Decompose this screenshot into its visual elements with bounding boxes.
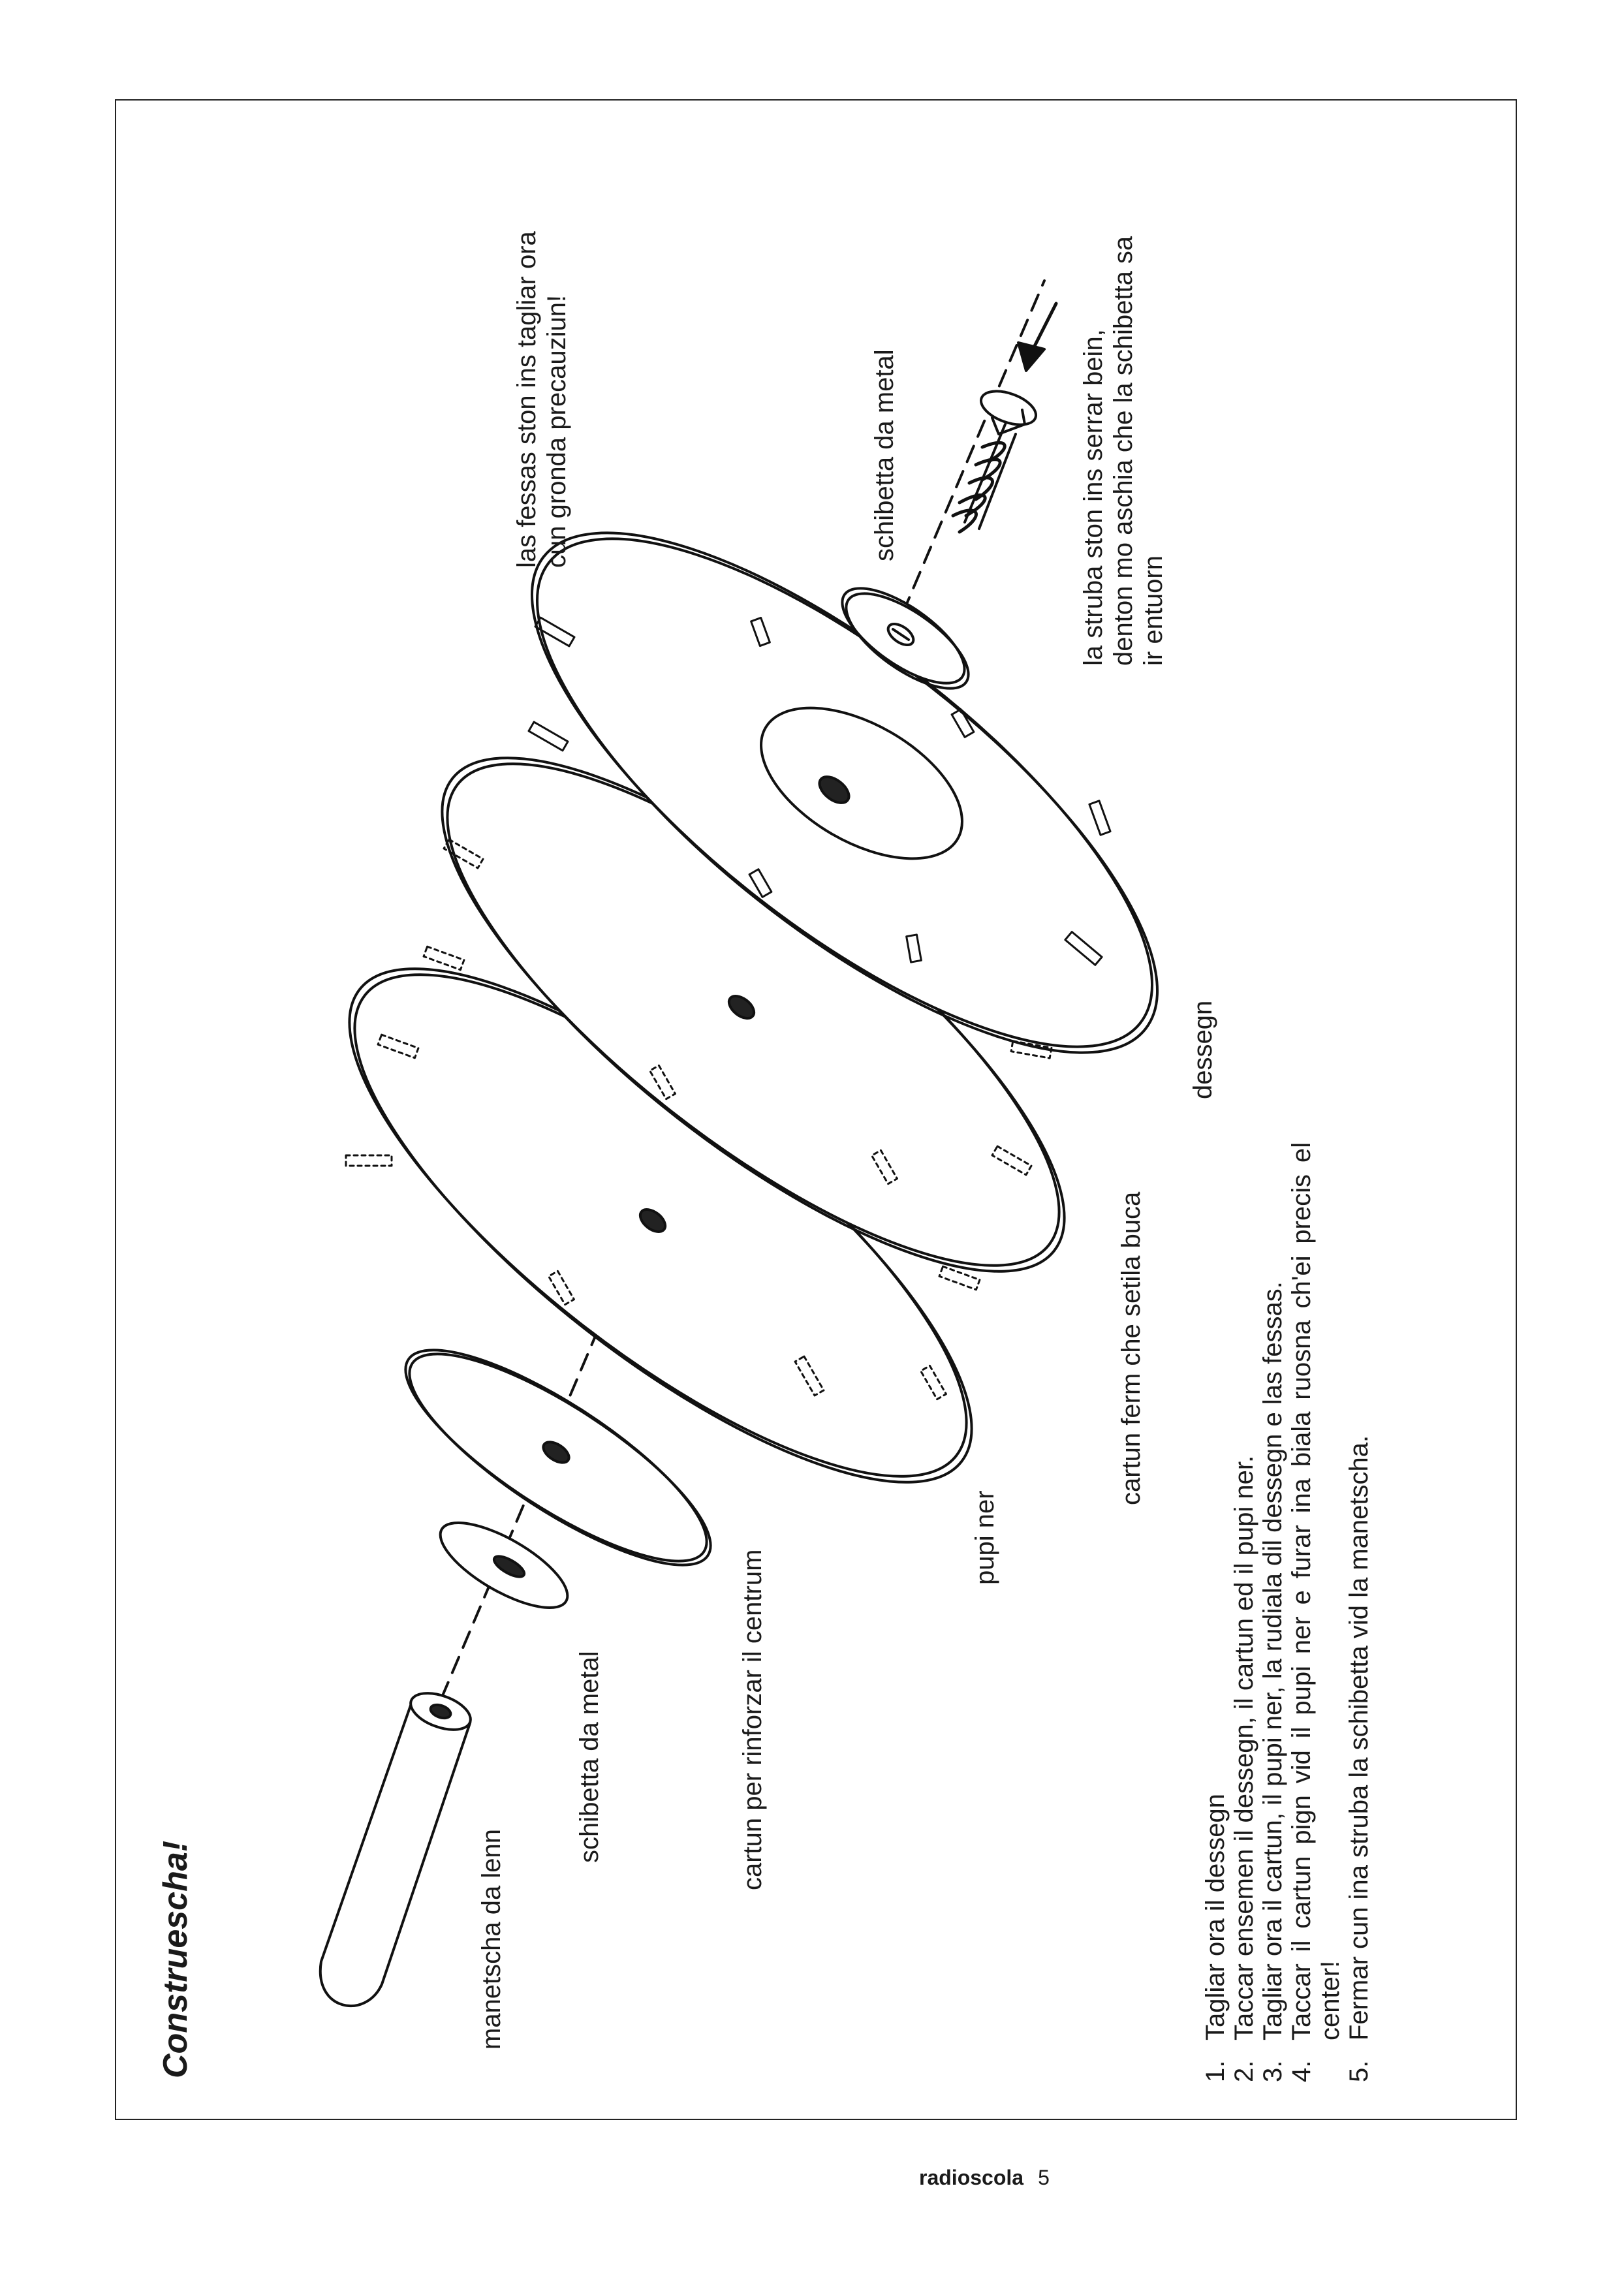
- instruction-step: 1. Tagliar ora il dessegn: [1201, 1794, 1230, 2082]
- screw: [953, 384, 1040, 532]
- label-black-paper: pupi ner: [971, 1490, 999, 1585]
- instruction-step: 2. Taccar ensemen il dessegn, il cartun ed il pupi ner.: [1230, 1455, 1258, 2082]
- label-stiff-card: cartun ferm che setila buca: [1117, 1191, 1146, 1505]
- metal-washer-left: [429, 1507, 580, 1623]
- wooden-handle: [320, 1686, 476, 2006]
- page-title: Construescha!: [157, 1840, 195, 2078]
- label-metal-washer-right: schibetta da metal: [870, 349, 899, 561]
- label-metal-washer-left: schibetta da metal: [575, 1651, 604, 1863]
- label-screw-line-3: ir entuorn: [1139, 555, 1168, 666]
- page-number: 5: [1038, 2166, 1050, 2189]
- instruction-step: 3. Tagliar ora il cartun, il pupi ner, la rudiala dil dessegn e las fessas.: [1258, 1281, 1287, 2082]
- instruction-step: 5. Fermar cun ina struba la schibetta vid la manetscha.: [1345, 1435, 1373, 2082]
- footer-brand: radioscola: [919, 2166, 1024, 2189]
- label-slits-line-2: cun gronda precauziun!: [542, 294, 571, 568]
- label-reinforcement-card: cartun per rinforzar il centrum: [738, 1549, 767, 1890]
- label-slits-line-1: las fessas ston ins tagliar ora: [512, 231, 541, 568]
- insertion-arrow: [1018, 304, 1056, 371]
- label-screw-line-1: la struba ston ins serrar bein,: [1079, 329, 1108, 666]
- label-drawing: dessegn: [1189, 1000, 1217, 1099]
- instruction-list: [1201, 1142, 1373, 2082]
- page-footer: [919, 2166, 1050, 2190]
- label-screw-line-2: denton mo aschia che la schibetta sa: [1109, 236, 1138, 666]
- label-wooden-handle: manetscha da lenn: [477, 1828, 506, 2050]
- instruction-step: 4. Taccar il cartun pign vid il pupi ner e furar ina biala ruosna ch'ei precis el center!: [1287, 1142, 1345, 2082]
